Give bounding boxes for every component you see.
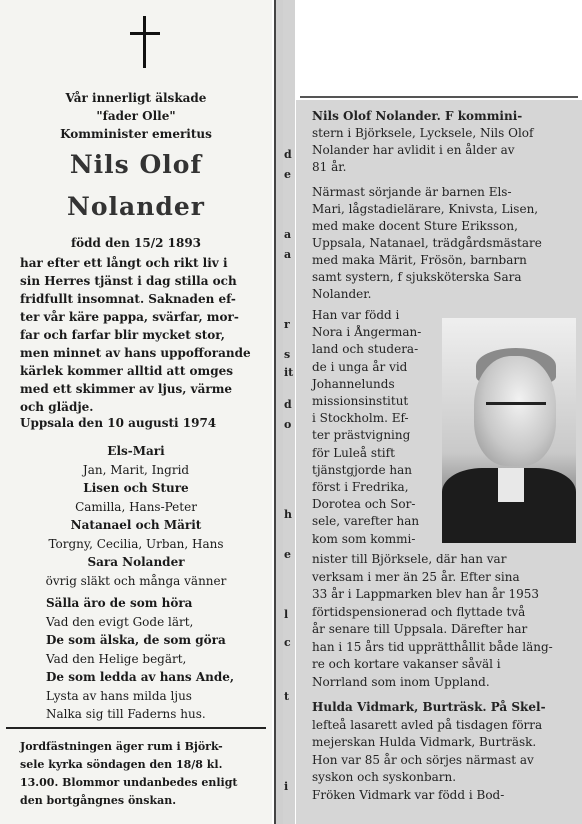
notice-body-line: far och farfar blir mycket stor, [20,328,225,342]
article-line: verksam i mer än 25 år. Efter sina [312,569,520,584]
notice-body-line: med ett skimmer av ljus, värme [20,382,233,396]
survivor-line: Lisen och Sture [83,481,189,495]
gutter-letter: i [284,780,289,793]
notice-body-line: men minnet av hans uppofforande [20,346,251,360]
gutter-letter: d [284,398,292,411]
article-line-short: i Stockholm. Ef- [312,411,409,426]
poem-line: Vad den Helige begärt, [46,651,187,666]
article-line-short: Johannelunds [312,376,395,391]
article-line-short: först i Fredrika, [312,480,409,494]
article-line-short: för Luleå stift [312,445,395,460]
article-line-short: Han var född i [312,308,400,322]
article-line: år senare till Uppsala. Därefter har [312,622,528,636]
article-line-short: sele, varefter han [312,514,420,529]
poem-line: Lysta av hans milda ljus [46,688,192,703]
poem-line: De som ledda av hans Ande, [46,670,235,684]
notice-divider-rule [6,727,266,729]
portrait-photo [442,318,576,543]
article-line-short: Nora i Ångerman- [312,325,422,340]
notice-intro-line: "fader Olle" [96,109,176,123]
article-line: lefteå lasarett avled på tisdagen förra [312,717,543,732]
survivor-line: Torgny, Cecilia, Urban, Hans [48,536,224,551]
article-line: syskon och syskonbarn. [312,770,457,784]
funeral-info-line: sele kyrka söndagen den 18/8 kl. [20,758,223,771]
notice-body-line: ter vår käre pappa, svärfar, mor- [20,310,239,324]
article-line-short: land och studera- [312,342,419,357]
survivor-line: Camilla, Hans-Peter [75,499,197,514]
article-line: förtidspensionerad och flyttade två [312,604,526,619]
notice-body-line: fridfullt insomnat. Saknaden ef- [20,292,236,306]
deceased-surname: Nolander [67,192,205,221]
article-line-short: ter prästvigning [312,428,411,443]
survivor-line: Jan, Marit, Ingrid [82,462,190,477]
gutter-letter: e [284,548,291,561]
article-line: Nolander. [312,287,372,301]
article-line: med make docent Sture Eriksson, [312,219,518,233]
article-line: Närmast sörjande är barnen Els- [312,185,512,199]
survivor-line: övrig släkt och många vänner [45,573,227,588]
notice-body-line: sin Herres tjänst i dag stilla och [20,274,237,288]
article-line: Norrland som inom Uppland. [312,674,490,689]
funeral-info-line: Jordfästningen äger rum i Björk- [20,740,223,753]
notice-intro-line: Komminister emeritus [60,127,212,141]
news-top-rule [300,96,578,98]
gutter-letter: e [284,168,291,181]
article-line: Hon var 85 år och sörjes närmast av [312,752,534,767]
gutter-letter: t [284,690,290,703]
funeral-info-line: 13.00. Blommor undanbedes enligt [20,776,238,789]
article-line: 81 år. [312,160,347,174]
survivor-line: Els-Mari [107,444,165,458]
article-line: Uppsala, Natanael, trädgårdsmästare [312,236,542,250]
gutter-letter: d [284,148,292,161]
gutter-letter: it [284,366,294,379]
deceased-first-names: Nils Olof [69,150,203,179]
gutter-letter: s [284,348,291,361]
gutter-letter: a [284,248,292,261]
funeral-info-line: den bortgångnes önskan. [20,794,177,807]
article-line-short: Dorotea och Sor- [312,497,416,512]
article-line-short: tjänstgjorde han [312,462,412,477]
article-line: samt systern, f sjuksköterska Sara [312,270,522,284]
notice-intro-line: Vår innerligt älskade [65,91,207,105]
poem-line: Sälla äro de som höra [46,596,193,610]
cross-icon [128,16,162,68]
poem-line: Vad den evigt Gode lärt, [46,614,194,629]
article-line: 33 år i Lappmarken blev han år 1953 [312,587,539,601]
notice-body-line: har efter ett långt och rikt liv i [20,256,228,270]
notice-place-date: Uppsala den 10 augusti 1974 [20,416,217,430]
gutter-letter: h [284,508,292,521]
article-line: Fröken Vidmark var född i Bod- [312,787,505,802]
gutter-letter: l [284,608,289,621]
gutter-letter: c [284,636,291,649]
article-line-short: de i unga år vid [312,359,408,374]
article-line: mejerskan Hulda Vidmark, Burträsk. [312,735,537,749]
article-line: Mari, lågstadielärare, Knivsta, Lisen, [312,202,539,216]
notice-body-line: kärlek kommer alltid att omges [20,364,234,378]
article-line-short: missionsinstitut [312,394,409,408]
article-line-short: kom som kommi- [312,531,416,546]
gutter-letter: a [284,228,292,241]
article-line: stern i Björksele, Lycksele, Nils Olof [312,126,534,140]
survivor-line: Sara Nolander [87,555,185,569]
article-line: Hulda Vidmark, Burträsk. På Skel- [312,700,546,714]
gutter-letter: r [284,318,290,331]
article-line: han i 15 års tid upprätthållit både läng- [312,639,553,654]
poem-line: De som älska, de som göra [46,633,226,647]
article-line: Nolander har avlidit i en ålder av [312,143,515,157]
article-line: re och kortare vakanser såväl i [312,657,501,671]
survivor-line: Natanael och Märit [70,518,202,532]
article-line: Nils Olof Nolander. F kommini- [312,109,523,123]
article-line: med maka Märit, Frösön, barnbarn [312,253,527,267]
article-line: nister till Björksele, där han var [312,552,507,566]
poem-line: Nalka sig till Faderns hus. [46,707,206,721]
birth-date: född den 15/2 1893 [70,236,202,250]
gutter-letter: o [284,418,292,431]
notice-body-line: och glädje. [20,400,94,414]
